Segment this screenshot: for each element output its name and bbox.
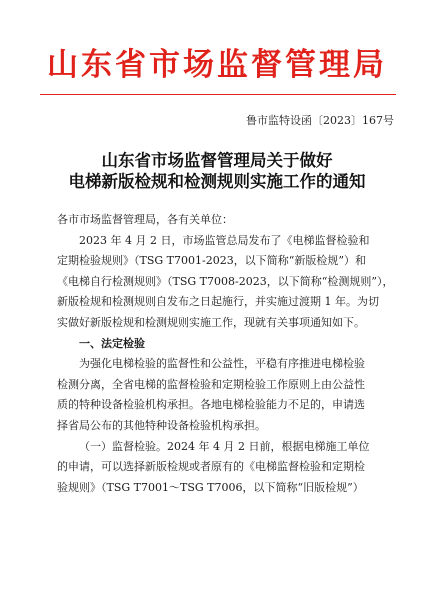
paragraph-1-cont — [57, 251, 394, 333]
paragraph-1-line-3: 《电梯自行检测规则》（TSG T7008-2023，以下简称“检测规则”）， — [57, 274, 394, 288]
paragraph-1-line-4: 新版检规和检测规则自发布之日起施行，并实施过渡期 1 年。为切 — [57, 295, 379, 309]
document-body — [57, 210, 394, 498]
section-1-line-1: 为强化电梯检验的监督性和公益性，平稳有序推进电梯检验 — [79, 357, 365, 371]
section-1-paragraph — [57, 354, 387, 375]
item-1-line-3: 验规则》（TSG T7001～TSG T7006，以下简称“旧版检规”） — [57, 480, 364, 494]
masthead: 山东省市场监督管理局 — [47, 47, 387, 83]
paragraph-1-line-5: 实做好新版检规和检测规则实施工作，现就有关事项通知如下。 — [57, 315, 365, 329]
item-1-line-2: 的申请，可以选择新版检规或者原有的《电梯监督检验和定期检 — [57, 460, 365, 474]
item-1-line-1: （一）监督检验。2024 年 4 月 2 日前，根据电梯施工单位 — [79, 439, 370, 453]
document-title — [30, 150, 404, 192]
section-1-heading: 一、法定检验 — [79, 336, 145, 350]
paragraph-1 — [57, 231, 387, 252]
item-1-paragraph — [57, 437, 387, 458]
document-number: 鲁市监特设函〔2023〕167号 — [246, 114, 394, 127]
section-1-line-4: 择省局公布的其他特种设备检验机构承担。 — [57, 418, 266, 432]
section-1-line-3: 质的特种设备检验机构承担。各地电梯检验能力不足的，申请选 — [57, 398, 365, 412]
paragraph-1-line-2: 定期检验规则》（TSG T7001-2023，以下简称“新版检规”）和 — [57, 254, 366, 268]
section-1-paragraph-cont — [57, 375, 387, 437]
salutation: 各市市场监督管理局，各有关单位： — [57, 213, 233, 226]
title-line-1: 山东省市场监督管理局关于做好 — [101, 151, 333, 170]
section-1-line-2: 检测分离，全省电梯的监督检验和定期检验工作原则上由公益性 — [57, 377, 365, 391]
red-divider-line — [40, 94, 396, 95]
title-line-2: 电梯新版检规和检测规则实施工作的通知 — [68, 172, 366, 191]
paragraph-1-line-1: 2023 年 4 月 2 日，市场监管总局发布了《电梯监督检验和 — [79, 233, 370, 247]
item-1-paragraph-cont — [57, 457, 387, 498]
